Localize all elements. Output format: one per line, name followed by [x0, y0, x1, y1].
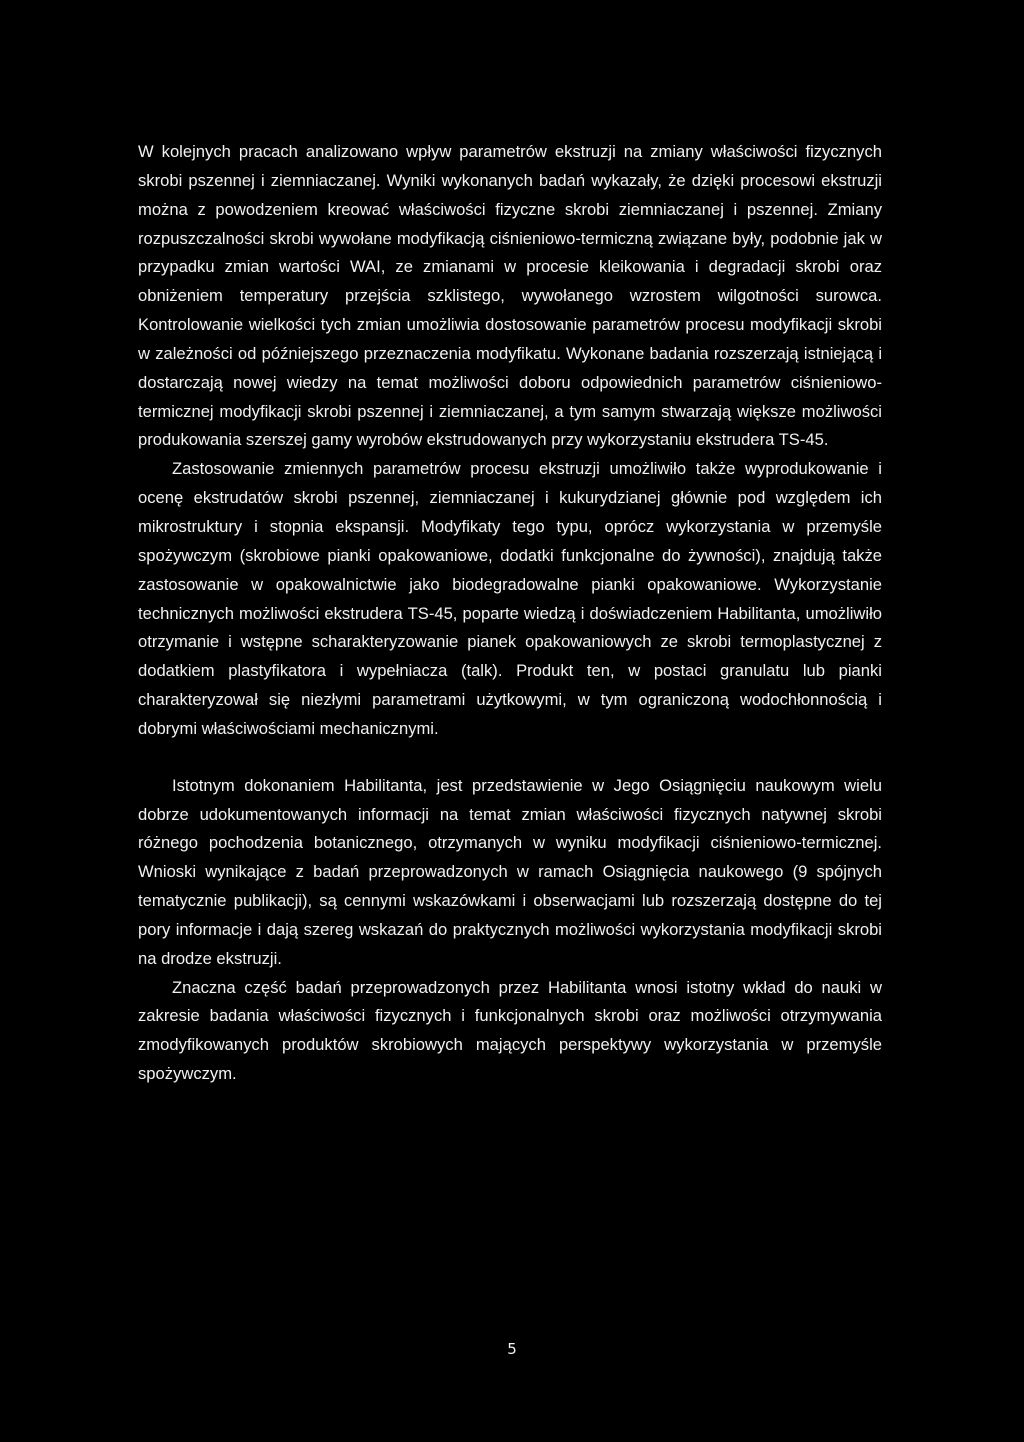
- paragraph-extrudate-applications: Zastosowanie zmiennych parametrów procesu ekstruzji umożliwiło także wyprodukowanie i ocenę ekstrudatów skrobi pszennej, ziemniaczanej i kukurydzianej głównie pod względem ich mikrostruktury i stopnia ekspansji. Modyfikaty tego typu, oprócz wykorzystania w przemyśle spożywczym (skrobiowe pianki opakowaniowe, dodatki funkcjonalne do żywności), znajdują także zastosowanie w opakowalnictwie jako biodegradowalne pianki opakowaniowe. Wykorzystanie technicznych możliwości ekstrudera TS-45, poparte wiedzą i doświadczeniem Habilitanta, umożliwiło otrzymanie i wstępne scharakteryzowanie pianek opakowaniowych ze skrobi termoplastycznej z dodatkiem plastyfikatora i wypełniacza (talk). Produkt ten, w postaci granulatu lub pianki charakteryzował się niezłymi parametrami użytkowymi, w tym ograniczoną wodochłonnością i dobrymi właściwościami mechanicznymi.: [138, 459, 882, 738]
- page-number: 5: [507, 1340, 517, 1358]
- paragraph-scientific-contribution: Znaczna część badań przeprowadzonych przez Habilitanta wnosi istotny wkład do nauki w zakresie badania właściwości fizycznych i funkcjonalnych skrobi oraz możliwości otrzymywania zmodyfikowanych produktów skrobiowych mających perspektywy wykorzystania w przemyśle spożywczym.: [138, 977, 882, 1084]
- paragraph-extrusion-parameters: W kolejnych pracach analizowano wpływ parametrów ekstruzji na zmiany właściwości fizycznych skrobi pszennej i ziemniaczanej. Wyniki wykonanych badań wykazały, że dzięki procesowi ekstruzji można z powodzeniem kreować właściwości fizyczne skrobi ziemniaczanej i pszennej. Zmiany rozpuszczalności skrobi wywołane modyfikacją ciśnieniowo-termiczną związane były, podobnie jak w przypadku zmian wartości WAI, ze zmianami w procesie kleikowania i degradacji skrobi oraz obniżeniem temperatury przejścia szklistego, wywołanego wzrostem wilgotności surowca. Kontrolowanie wielkości tych zmian umożliwia dostosowanie parametrów procesu modyfikacji skrobi w zależności od późniejszego przeznaczenia modyfikatu. Wykonane badania rozszerzają istniejącą i dostarczają nowej wiedzy na temat możliwości doboru odpowiednich parametrów ciśnieniowo-termicznej modyfikacji skrobi pszennej i ziemniaczanej, a tym samym stwarzają większe możliwości produkowania szerszej gamy wyrobów ekstrudowanych przy wykorzystaniu ekstrudera TS-45.: [138, 142, 882, 450]
- paragraph-achievement-summary: Istotnym dokonaniem Habilitanta, jest przedstawienie w Jego Osiągnięciu naukowym wielu dobrze udokumentowanych informacji na temat zmian właściwości fizycznych natywnej skrobi różnego pochodzenia botanicznego, otrzymanych w wyniku modyfikacji ciśnieniowo-termicznej. Wnioski wynikające z badań przeprowadzonych w ramach Osiągnięcia naukowego (9 spójnych tematycznie publikacji), są cennymi wskazówkami i obserwacjami lub rozszerzają dostępne do tej pory informacje i dają szereg wskazań do praktycznych możliwości wykorzystania modyfikacji skrobi na drodze ekstruzji.: [138, 775, 882, 968]
- document-body: [138, 138, 882, 1089]
